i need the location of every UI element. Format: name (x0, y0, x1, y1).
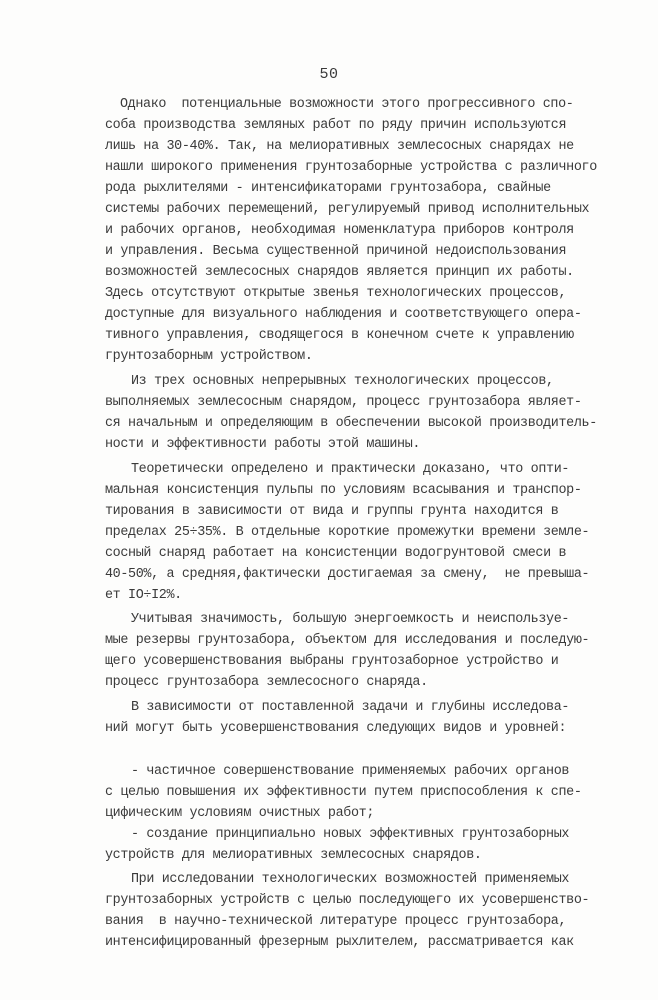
text-line: Из трех основных непрерывных технологических процессов, (131, 374, 554, 389)
text-line: системы рабочих перемещений, регулируемый привод исполнительных (105, 202, 590, 217)
text-line: мые резервы грунтозабора, объектом для исследования и последую- (105, 633, 590, 648)
text-line: и рабочих органов, необходимая номенклатура приборов контроля (105, 223, 574, 238)
text-line: соба производства земляных работ по ряду причин используются (105, 118, 567, 133)
text-line: интенсифицированный фрезерным рыхлителем, рассматривается как (105, 935, 574, 950)
text-line: грунтозаборных устройств с целью последующего их усовершенство- (105, 893, 590, 908)
text-line: с целью повышения их эффективности путем приспособления к спе- (105, 785, 582, 800)
text-line: ся начальным и определяющим в обеспечении высокой производитель- (105, 416, 597, 431)
list-item: - частичное совершенствование применяемых рабочих органов (131, 764, 570, 779)
page-number: 50 (319, 66, 339, 83)
text-line: нашли широкого применения грунтозаборные устройства с различного (105, 160, 597, 175)
text-line: устройств для мелиоративных землесосных снарядов. (105, 848, 482, 863)
text-line: тивного управления, сводящегося в конечном счете к управлению (105, 328, 574, 343)
text-line: цифическим условиям очистных работ; (105, 806, 374, 821)
text-line: возможностей землесосных снарядов является принцип их работы. (105, 265, 574, 280)
text-line: Теоретически определено и практически доказано, что опти- (131, 462, 570, 477)
text-line: В зависимости от поставленной задачи и глубины исследова- (131, 700, 570, 715)
text-line: ет IO÷I2%. (105, 588, 182, 603)
text-line: выполняемых землесосным снарядом, процесс грунтозабора являет- (105, 395, 582, 410)
text-line: 40-50%, а средняя,фактически достигаемая за смену, не превыша- (105, 567, 590, 582)
text-line: Учитывая значимость, большую энергоемкость и неиспользуе- (131, 612, 570, 627)
text-line: процесс грунтозабора землесосного снаряда. (105, 675, 428, 690)
text-line: сосный снаряд работает на консистенции водогрунтовой смеси в (105, 546, 567, 561)
list-item: - создание принципиально новых эффективных грунтозаборных (131, 827, 570, 842)
text-line: Однако потенциальные возможности этого прогрессивного спо- (120, 97, 574, 112)
text-line: ности и эффективности работы этой машины. (105, 437, 421, 452)
text-line: тирования в зависимости от вида и группы грунта находится в (105, 504, 559, 519)
text-line: и управления. Весьма существенной причиной недоиспользования (105, 244, 567, 259)
text-line: грунтозаборным устройством. (105, 349, 313, 364)
text-line: лишь на 30-40%. Так, на мелиоративных землесосных снарядах не (105, 139, 574, 154)
text-line: При исследовании технологических возможностей применяемых (131, 872, 570, 887)
text-line: ний могут быть усовершенствования следующих видов и уровней: (105, 721, 567, 736)
text-line: вания в научно-технической литературе процесс грунтозабора, (105, 914, 567, 929)
text-line: Здесь отсутствуют открытые звенья технологических процессов, (105, 286, 567, 301)
text-line: мальная консистенция пульпы по условиям всасывания и транспор- (105, 483, 582, 498)
text-line: рода рыхлителями - интенсификаторами грунтозабора, свайные (105, 181, 551, 196)
text-line: щего усовершенствования выбраны грунтозаборное устройство и (105, 654, 559, 669)
text-line: доступные для визуального наблюдения и соответствующего опера- (105, 307, 582, 322)
text-line: пределах 25÷35%. В отдельные короткие промежутки времени земле- (105, 525, 590, 540)
